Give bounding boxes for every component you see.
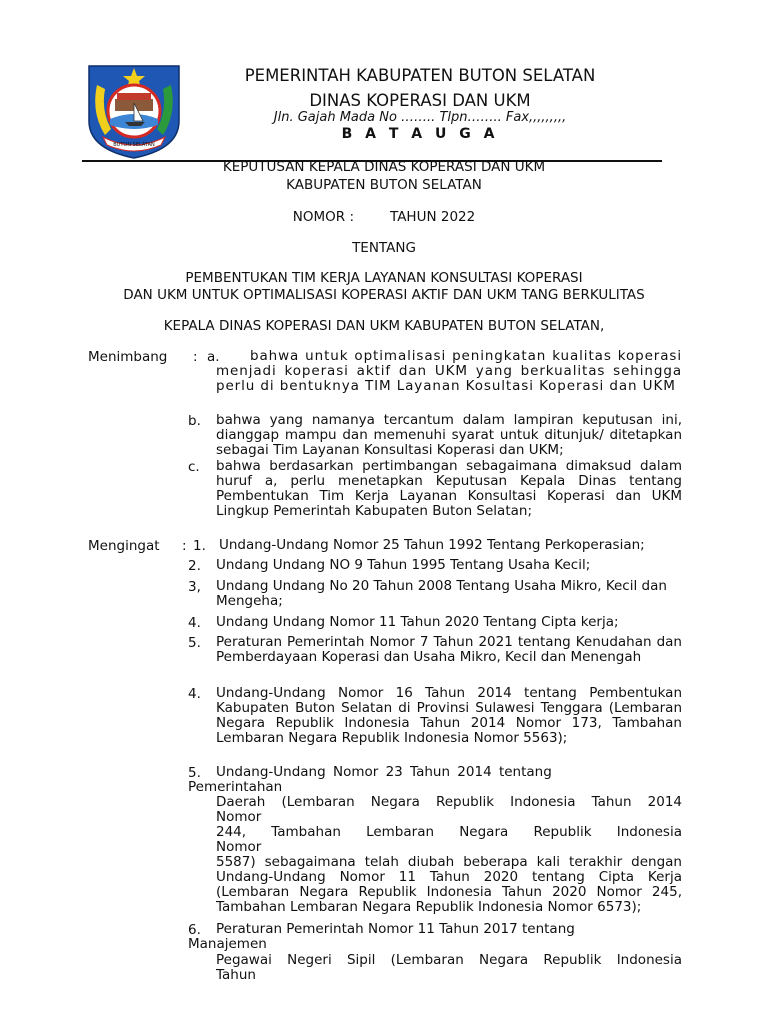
mengingat-marker-5: 5. (188, 635, 201, 651)
mengingat-item-5b-line-1: Daerah (Lembaran Negara Republik Indonesia Tahun 2014 (216, 794, 682, 810)
decree-number (80, 209, 688, 225)
decree-title-region: KABUPATEN BUTON SELATAN (286, 177, 482, 193)
header-government: PEMERINTAH KABUPATEN BUTON SELATAN (244, 66, 596, 85)
mengingat-item-4: Undang Undang Nomor 11 Tahun 2020 Tentang Cipta kerja; (216, 614, 619, 630)
mengingat-item-2: Undang Undang NO 9 Tahun 1995 Tentang Usaha Kecil; (216, 557, 591, 573)
menimbang-marker-a: a. (207, 349, 220, 365)
menimbang-marker-b: b. (188, 413, 201, 429)
mengingat-item-5: Peraturan Pemerintah Nomor 7 Tahun 2021 tentang Kenudahan dan Pemberdayaan Koperasi dan Usaha Mikro, Kecil dan Menengah (216, 634, 682, 665)
mengingat-marker-4b: 4. (188, 686, 201, 702)
menimbang-label: Menimbang (88, 349, 168, 365)
buton-selatan-emblem-icon (83, 63, 185, 161)
mengingat-item-1: Undang-Undang Nomor 25 Tahun 1992 Tentang Perkoperasian; (219, 537, 645, 553)
mengingat-item-5b-line-5: 5587) sebagaimana telah diubah beberapa kali terakhir dengan Undang-Undang Nomor 11 Tahun 2020 tentang Cipta Kerja (Lembaran Negara Republik Indonesia Tahun 2020 Nomor 245, Tambahan Lembaran Negara Republik Indonesia Nomor 6573); (216, 854, 682, 915)
mengingat-marker-6: 6. (188, 922, 201, 938)
mengingat-item-6-lead: Peraturan Pemerintah Nomor 11 Tahun 2017 tentang (216, 921, 575, 937)
mengingat-marker-4: 4. (188, 615, 201, 631)
mengingat-marker-5b: 5. (188, 765, 201, 781)
mengingat-item-5b-wrap: Pemerintahan (188, 779, 283, 795)
header-address: Jln. Gajah Mada No …….. Tlpn…….. Fax,,,,,,,,, (273, 110, 567, 125)
mengingat-item-6-line-2: Tahun (216, 967, 256, 983)
mengingat-item-5b-line-2: Nomor (216, 809, 262, 825)
mengingat-item-6-wrap: Manajemen (188, 936, 267, 952)
mengingat-label: Mengingat (88, 538, 160, 554)
decree-subject-line-2: DAN UKM UNTUK OPTIMALISASI KOPERASI AKTIF DAN UKM TANG BERKULITAS (123, 287, 645, 303)
menimbang-item-b: bahwa yang namanya tercantum dalam lampiran keputusan ini, dianggap mampu dan memenuhi syarat untuk ditunjuk/ ditetapkan sebagai Tim Layanan Konsultasi Koperasi dan UKM; (216, 412, 682, 458)
mengingat-item-5b-line-4: Nomor (216, 839, 262, 855)
mengingat-marker-1: 1. (193, 538, 206, 554)
issuer-heading: KEPALA DINAS KOPERASI DAN UKM KABUPATEN BUTON SELATAN, (163, 318, 605, 334)
menimbang-marker-c: c. (188, 459, 200, 475)
nomor-year: TAHUN 2022 (390, 209, 476, 225)
mengingat-marker-2: 2. (188, 558, 201, 574)
menimbang-item-a: bahwa untuk optimalisasi peningkatan kualitas koperasi menjadi koperasi aktif dan UKM yang berkualitas sehingga perlu di bentuknya TIM Layanan Kosultasi Koperasi dan UKM (216, 348, 682, 394)
mengingat-marker-3: 3, (188, 579, 201, 595)
mengingat-colon: : (182, 538, 187, 554)
mengingat-item-4b: Undang-Undang Nomor 16 Tahun 2014 tentang Pembentukan Kabupaten Buton Selatan di Provinsi Sulawesi Tenggara (Lembaran Negara Republik Indonesia Tahun 2014 Nomor 173, Tambahan Lembaran Negara Republik Indonesia Nomor 5563); (216, 685, 682, 746)
decree-subject-line-1: PEMBENTUKAN TIM KERJA LAYANAN KONSULTASI KOPERASI (185, 270, 583, 286)
menimbang-item-c: bahwa berdasarkan pertimbangan sebagaimana dimaksud dalam huruf a, perlu menetapkan Keputusan Kepala Dinas tentang Pembentukan Tim Kerja Layanan Konsultasi Koperasi dan UKM Lingkup Pemerintah Kabupaten Buton Selatan; (216, 458, 682, 519)
mengingat-item-3: Undang Undang No 20 Tahun 2008 Tentang Usaha Mikro, Kecil dan Mengeha; (216, 578, 667, 609)
mengingat-item-5b-line-3: 244, Tambahan Lembaran Negara Republik Indonesia (216, 824, 682, 840)
mengingat-item-6-line-1: Pegawai Negeri Sipil (Lembaran Negara Republik Indonesia (216, 952, 682, 968)
nomor-label: NOMOR : (292, 209, 354, 225)
decree-title: KEPUTUSAN KEPALA DINAS KOPERASI DAN UKM (222, 159, 546, 175)
menimbang-colon: : (193, 349, 198, 365)
header-agency: DINAS KOPERASI DAN UKM (309, 91, 531, 110)
logo-banner-text: BUTON SELATAN (113, 142, 155, 148)
mengingat-item-5b-lead: Undang-Undang Nomor 23 Tahun 2014 tentang (216, 764, 552, 780)
tentang-heading: TENTANG (352, 240, 416, 256)
header-city: B A T A U G A (341, 126, 499, 142)
